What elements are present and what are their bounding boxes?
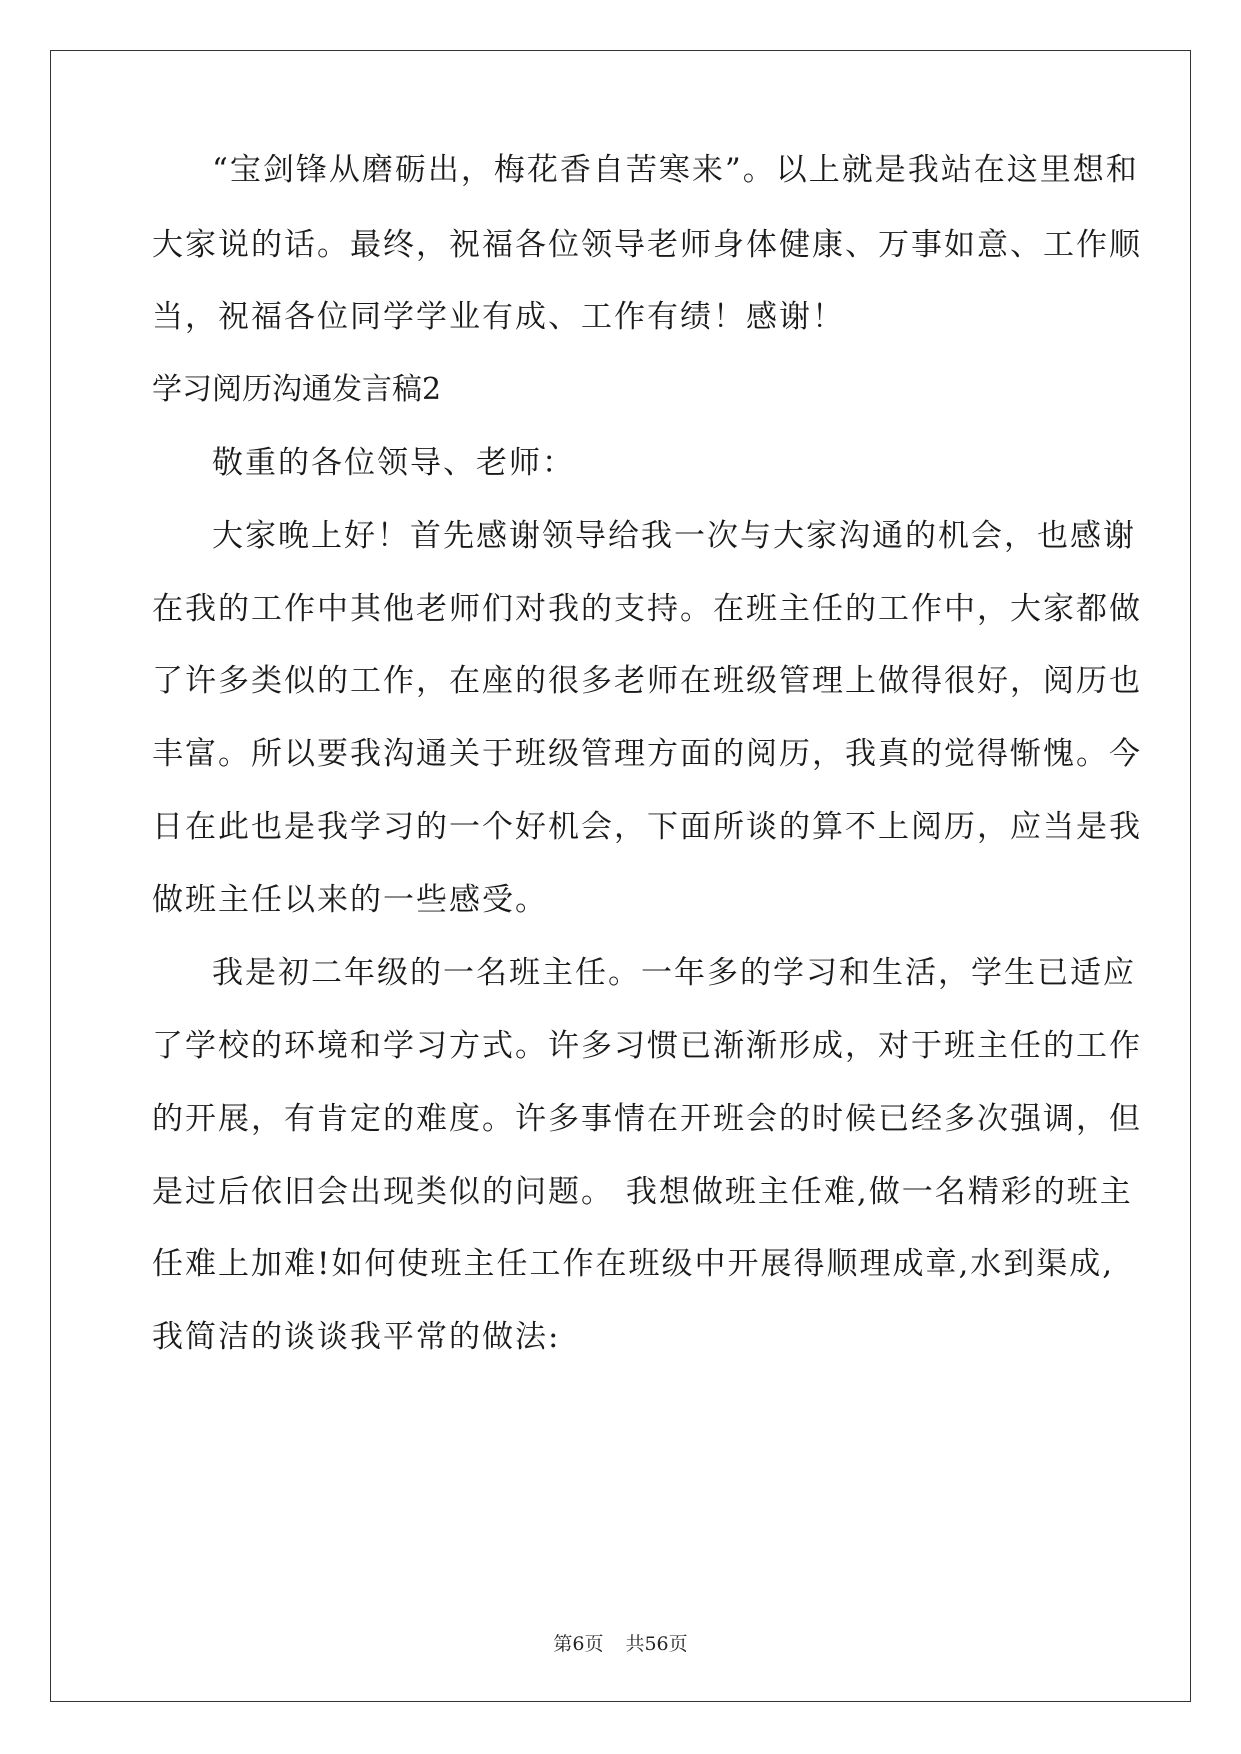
paragraph-3-line-1: 我是初二年级的一名班主任。一年多的学习和生活，学生已适应 [212, 955, 1136, 991]
page-number: 第6页 [553, 1633, 604, 1655]
paragraph-3-line-2: 了学校的环境和学习方式。许多习惯已渐渐形成，对于班主任的工作 [152, 1028, 1142, 1064]
paragraph-2-line-6: 做班主任以来的一些感受。 [152, 882, 548, 918]
paragraph-2-line-1: 大家晚上好！首先感谢领导给我一次与大家沟通的机会，也感谢 [212, 518, 1136, 554]
greeting: 敬重的各位领导、老师： [212, 445, 575, 481]
section-title: 学习阅历沟通发言稿2 [152, 372, 442, 407]
paragraph-3-line-5: 任难上加难!如何使班主任工作在班级中开展得顺理成章,水到渠成, [152, 1246, 1115, 1282]
paragraph-2-line-4: 丰富。所以要我沟通关于班级管理方面的阅历，我真的觉得惭愧。今 [152, 736, 1142, 772]
paragraph-2-line-2: 在我的工作中其他老师们对我的支持。在班主任的工作中，大家都做 [152, 591, 1142, 627]
paragraph-2-line-3: 了许多类似的工作，在座的很多老师在班级管理上做得很好，阅历也 [152, 663, 1142, 699]
page-footer [0, 1632, 1241, 1656]
paragraph-3-line-6: 我简洁的谈谈我平常的做法: [152, 1319, 561, 1355]
total-pages: 共56页 [625, 1633, 688, 1655]
paragraph-1-line-1: “宝剑锋从磨砺出，梅花香自苦寒来”。以上就是我站在这里想和 [212, 152, 1139, 188]
paragraph-3-line-3: 的开展，有肯定的难度。许多事情在开班会的时候已经多次强调，但 [152, 1101, 1142, 1137]
paragraph-1-line-3: 当，祝福各位同学学业有成、工作有绩！感谢！ [152, 299, 845, 335]
paragraph-1-line-2: 大家说的话。最终，祝福各位领导老师身体健康、万事如意、工作顺 [152, 227, 1142, 263]
paragraph-2-line-5: 日在此也是我学习的一个好机会，下面所谈的算不上阅历，应当是我 [152, 809, 1142, 845]
paragraph-3-line-4: 是过后依旧会出现类似的问题。 我想做班主任难,做一名精彩的班主 [152, 1174, 1133, 1210]
